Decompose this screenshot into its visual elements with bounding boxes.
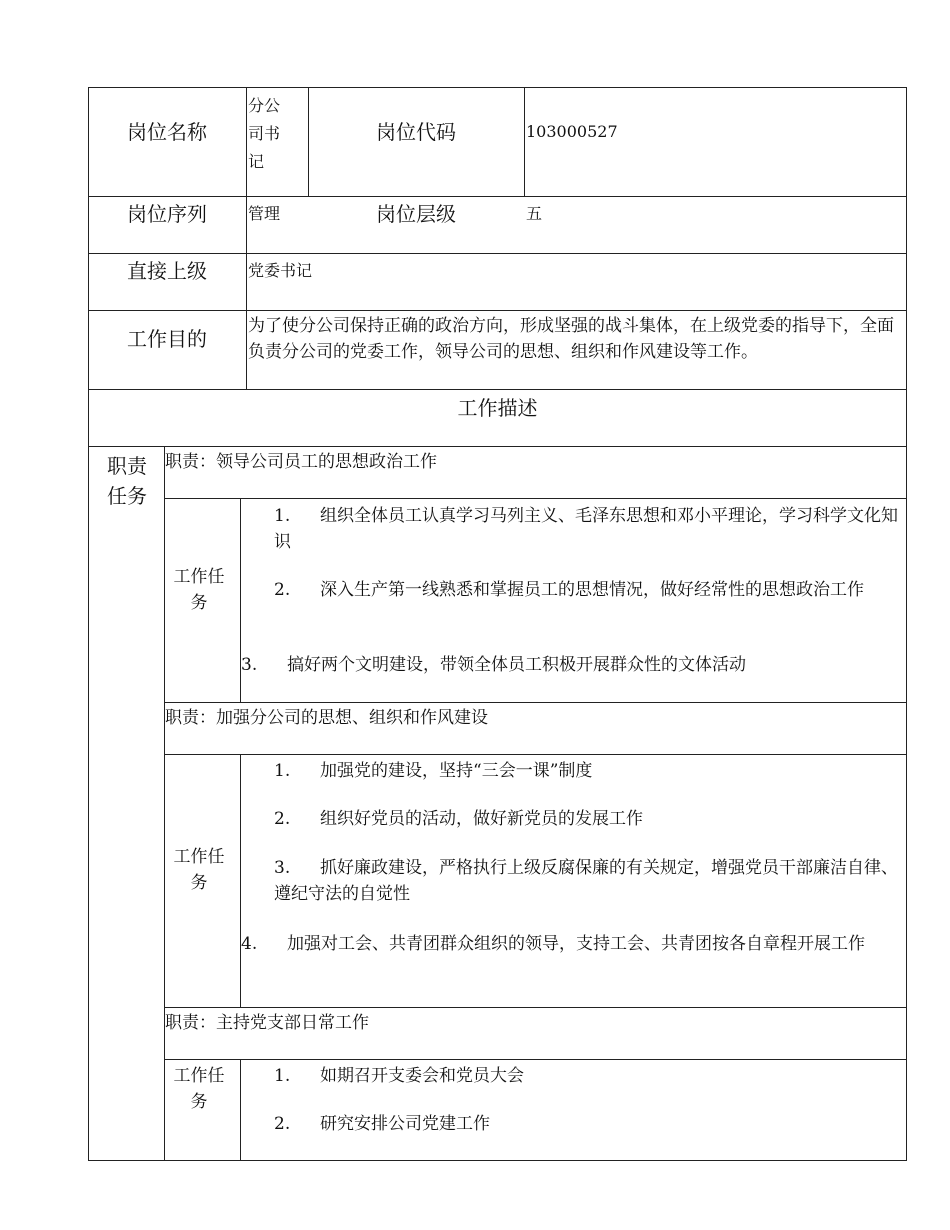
task-item: 1. 如期召开支委会和党员大会	[274, 1066, 524, 1086]
position-level-value: 五	[526, 204, 543, 223]
position-code-value: 103000527	[526, 122, 618, 141]
position-sequence-label: 岗位序列	[127, 202, 207, 226]
task-item: 3. 搞好两个文明建设，带领全体员工积极开展群众性的文体活动	[241, 655, 746, 675]
position-level-label: 岗位层级	[376, 202, 456, 226]
task-item: 1. 组织全体员工认真学习马列主义、毛泽东思想和邓小平理论，学习科学文化知识	[274, 506, 898, 552]
task-item: 2. 组织好党员的活动，做好新党员的发展工作	[274, 809, 643, 829]
direct-superior-value: 党委书记	[248, 261, 313, 280]
duty-title: 职责：主持党支部日常工作	[165, 1013, 369, 1033]
duty-tasks-label: 职责任务	[107, 454, 147, 508]
position-code-label: 岗位代码	[376, 120, 456, 144]
work-purpose-value: 为了使分公司保持正确的政治方向，形成坚强的战斗集体，在上级党委的指导下，全面负责分公司的党委工作，领导公司的思想、组织和作风建设等工作。	[248, 316, 894, 362]
work-purpose-label: 工作目的	[127, 327, 207, 351]
work-description-title: 工作描述	[457, 396, 538, 420]
task-label: 工作任务	[173, 1066, 225, 1112]
task-item: 4. 加强对工会、共青团群众组织的领导，支持工会、共青团按各自章程开展工作	[241, 934, 865, 954]
task-item: 3. 抓好廉政建设，严格执行上级反腐保廉的有关规定，增强党员干部廉洁自律、遵纪守法的自觉性	[274, 858, 898, 904]
direct-superior-label: 直接上级	[127, 259, 207, 283]
task-item: 2. 深入生产第一线熟悉和掌握员工的思想情况，做好经常性的思想政治工作	[274, 580, 864, 600]
duty-title: 职责：领导公司员工的思想政治工作	[165, 452, 437, 472]
task-label: 工作任务	[173, 567, 225, 613]
position-name-value: 分公司书记	[248, 96, 281, 171]
task-item: 2. 研究安排公司党建工作	[274, 1114, 490, 1134]
position-name-label: 岗位名称	[127, 120, 207, 144]
duty-title: 职责：加强分公司的思想、组织和作风建设	[165, 708, 488, 728]
task-item: 1. 加强党的建设，坚持“三会一课”制度	[274, 761, 593, 781]
task-label: 工作任务	[173, 847, 225, 893]
position-sequence-value: 管理	[248, 204, 281, 223]
